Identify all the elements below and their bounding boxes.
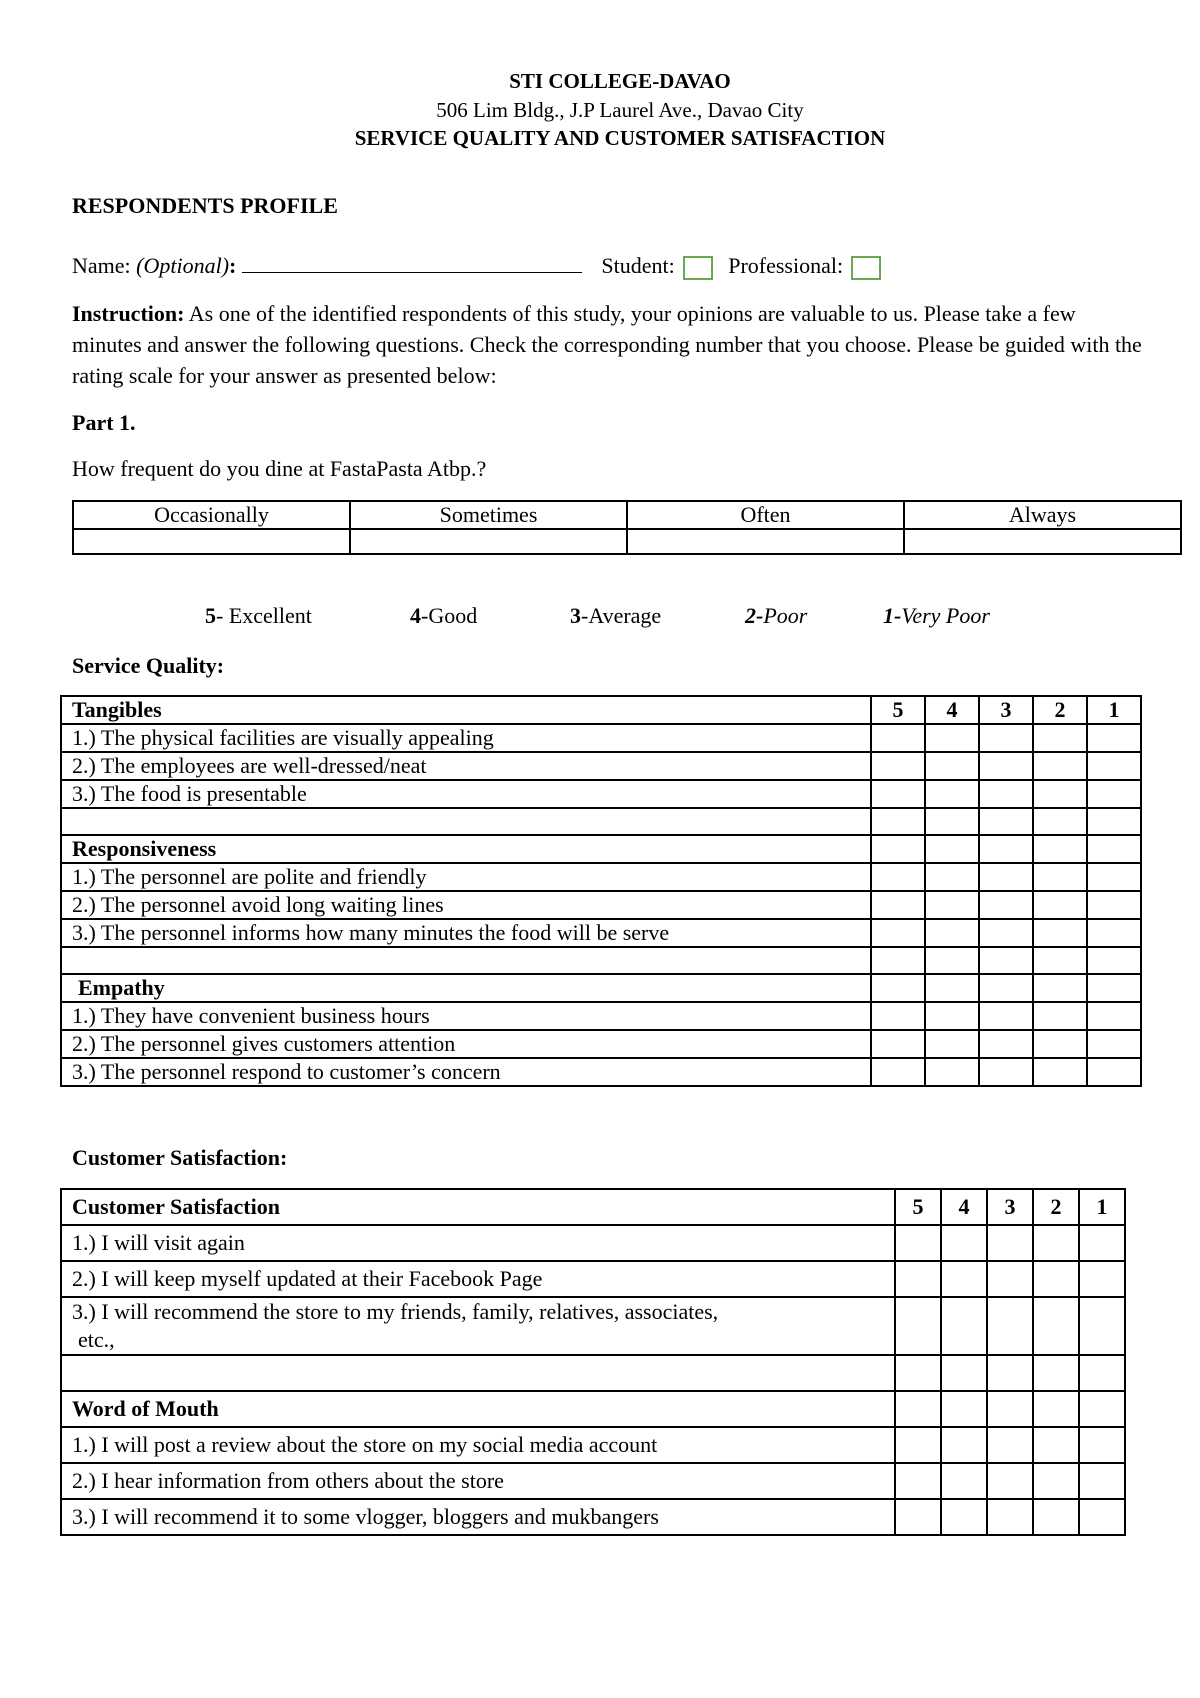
rating-5: 5 (871, 696, 925, 724)
rating-cell[interactable] (871, 1058, 925, 1086)
item-label: 2.) I hear information from others about the store (61, 1463, 895, 1499)
rating-cell[interactable] (925, 724, 979, 752)
satisfaction-title: Customer Satisfaction (61, 1189, 895, 1225)
option-occasionally: Occasionally (73, 501, 350, 529)
rating-cell[interactable] (1087, 1002, 1141, 1030)
rating-cell[interactable] (895, 1297, 941, 1355)
student-checkbox[interactable] (683, 256, 713, 280)
responsiveness-header-row (61, 835, 1141, 863)
rating-cell[interactable] (941, 1463, 987, 1499)
school-address: 506 Lim Bldg., J.P Laurel Ave., Davao City (436, 98, 804, 122)
rating-cell[interactable] (987, 1427, 1033, 1463)
rating-cell[interactable] (925, 1002, 979, 1030)
rating-cell[interactable] (925, 1030, 979, 1058)
item-label: 1.) The personnel are polite and friendly (61, 863, 871, 891)
rating-cell[interactable] (871, 780, 925, 808)
frequency-answer-row (73, 529, 1181, 554)
rating-cell[interactable] (941, 1427, 987, 1463)
table-row (61, 1030, 1141, 1058)
table-row (61, 891, 1141, 919)
rating-cell[interactable] (941, 1261, 987, 1297)
rating-cell[interactable] (1079, 1225, 1125, 1261)
student-label: Student: (601, 253, 675, 278)
item-label: 2.) The personnel gives customers attention (61, 1030, 871, 1058)
rating-cell[interactable] (925, 752, 979, 780)
table-row (61, 1225, 1125, 1261)
rating-cell[interactable] (941, 1297, 987, 1355)
rating-cell[interactable] (987, 1225, 1033, 1261)
professional-label: Professional: (728, 253, 844, 278)
rating-cell[interactable] (979, 1058, 1033, 1086)
rating-cell[interactable] (1079, 1297, 1125, 1355)
rating-cell[interactable] (1079, 1427, 1125, 1463)
rating-cell[interactable] (1033, 863, 1087, 891)
scale-excellent: 5- Excellent (205, 603, 312, 628)
table-row (61, 1427, 1125, 1463)
rating-cell[interactable] (979, 1002, 1033, 1030)
customer-satisfaction-heading: Customer Satisfaction: (72, 1145, 288, 1170)
answer-cell-sometimes[interactable] (350, 529, 627, 554)
instruction-paragraph (72, 298, 1142, 391)
rating-cell[interactable] (1033, 1058, 1087, 1086)
rating-cell[interactable] (895, 1499, 941, 1535)
item-label: 3.) I will recommend the store to my friends, family, relatives, associates, etc., (61, 1297, 895, 1355)
rating-cell[interactable] (979, 780, 1033, 808)
option-often: Often (627, 501, 904, 529)
rating-cell[interactable] (1033, 1427, 1079, 1463)
rating-cell[interactable] (1033, 1499, 1079, 1535)
table-row (61, 1463, 1125, 1499)
rating-cell[interactable] (895, 1427, 941, 1463)
rating-cell[interactable] (979, 724, 1033, 752)
rating-cell[interactable] (979, 891, 1033, 919)
spacer-row (61, 947, 1141, 974)
rating-cell[interactable] (987, 1463, 1033, 1499)
item-label: 3.) The personnel respond to customer’s concern (61, 1058, 871, 1086)
instruction-text: As one of the identified respondents of this study, your opinions are valuable to us. Please take a few minutes and answer the following questions. Check the corresponding number that you choose. Please be guided with the rating scale for your answer as presented below: (72, 301, 1142, 388)
rating-cell[interactable] (871, 1002, 925, 1030)
part1-question: How frequent do you dine at FastaPasta Atbp.? (72, 456, 487, 481)
scale-very-poor: 1-Very Poor (883, 603, 990, 628)
rating-cell[interactable] (1033, 1225, 1079, 1261)
customer-satisfaction-table (60, 1188, 1126, 1536)
rating-cell[interactable] (925, 1058, 979, 1086)
rating-4: 4 (925, 696, 979, 724)
service-quality-table (60, 695, 1142, 1087)
rating-cell[interactable] (1087, 780, 1141, 808)
rating-cell[interactable] (1033, 1463, 1079, 1499)
table-row (61, 1058, 1141, 1086)
rating-cell[interactable] (1033, 891, 1087, 919)
rating-cell[interactable] (925, 891, 979, 919)
survey-title: SERVICE QUALITY AND CUSTOMER SATISFACTION (354, 126, 886, 150)
rating-cell[interactable] (979, 863, 1033, 891)
rating-cell[interactable] (1087, 1030, 1141, 1058)
rating-cell[interactable] (1087, 919, 1141, 947)
rating-cell[interactable] (1033, 752, 1087, 780)
scale-good: 4-Good (410, 603, 478, 628)
option-sometimes: Sometimes (350, 501, 627, 529)
rating-cell[interactable] (895, 1225, 941, 1261)
item-label: 1.) The physical facilities are visually appealing (61, 724, 871, 752)
rating-cell[interactable] (941, 1499, 987, 1535)
name-label: Name: (72, 253, 137, 278)
rating-3: 3 (979, 696, 1033, 724)
answer-cell-often[interactable] (627, 529, 904, 554)
table-row (61, 863, 1141, 891)
rating-cell[interactable] (1033, 1297, 1079, 1355)
item-label: 1.) They have convenient business hours (61, 1002, 871, 1030)
item-label: 2.) I will keep myself updated at their Facebook Page (61, 1261, 895, 1297)
rating-cell[interactable] (925, 780, 979, 808)
rating-cell[interactable] (871, 1030, 925, 1058)
rating-cell[interactable] (895, 1261, 941, 1297)
answer-cell-always[interactable] (904, 529, 1181, 554)
name-colon: : (229, 253, 237, 278)
rating-cell[interactable] (871, 891, 925, 919)
rating-cell[interactable] (979, 919, 1033, 947)
table-row (61, 1499, 1125, 1535)
item-label: 2.) The employees are well-dressed/neat (61, 752, 871, 780)
word-of-mouth-header-row (61, 1391, 1125, 1427)
spacer-row (61, 808, 1141, 835)
rating-4: 4 (941, 1189, 987, 1225)
item-label: 1.) I will visit again (61, 1225, 895, 1261)
rating-cell[interactable] (941, 1225, 987, 1261)
rating-5: 5 (895, 1189, 941, 1225)
item-label: 1.) I will post a review about the store on my social media account (61, 1427, 895, 1463)
tangibles-title: Tangibles (61, 696, 871, 724)
scale-poor: 2-Poor (745, 603, 808, 628)
rating-cell[interactable] (979, 1030, 1033, 1058)
scale-average: 3-Average (570, 603, 662, 628)
table-row (61, 752, 1141, 780)
rating-cell[interactable] (1079, 1499, 1125, 1535)
rating-cell[interactable] (871, 724, 925, 752)
item-label: 3.) The food is presentable (61, 780, 871, 808)
table-row (61, 919, 1141, 947)
rating-cell[interactable] (1087, 724, 1141, 752)
rating-cell[interactable] (1087, 863, 1141, 891)
table-row (61, 780, 1141, 808)
name-optional: (Optional) (136, 253, 230, 278)
responsiveness-title: Responsiveness (61, 835, 871, 863)
rating-cell[interactable] (1033, 780, 1087, 808)
rating-cell[interactable] (1087, 891, 1141, 919)
word-of-mouth-title: Word of Mouth (61, 1391, 895, 1427)
spacer-row (61, 1355, 1125, 1391)
rating-1: 1 (1079, 1189, 1125, 1225)
rating-cell[interactable] (1033, 1261, 1079, 1297)
profile-row (72, 250, 881, 281)
table-row (61, 1261, 1125, 1297)
rating-3: 3 (987, 1189, 1033, 1225)
service-quality-heading: Service Quality: (72, 653, 225, 678)
profile-heading: RESPONDENTS PROFILE (72, 193, 338, 218)
rating-cell[interactable] (1033, 919, 1087, 947)
school-name: STI COLLEGE-DAVAO (509, 69, 731, 93)
rating-cell[interactable] (987, 1261, 1033, 1297)
frequency-header-row (73, 501, 1181, 529)
rating-1: 1 (1087, 696, 1141, 724)
rating-cell[interactable] (1087, 752, 1141, 780)
rating-cell[interactable] (987, 1499, 1033, 1535)
rating-cell[interactable] (871, 863, 925, 891)
rating-cell[interactable] (1087, 1058, 1141, 1086)
table-row (61, 1002, 1141, 1030)
name-input[interactable] (242, 250, 582, 273)
rating-cell[interactable] (1079, 1261, 1125, 1297)
part1-heading: Part 1. (72, 410, 136, 435)
rating-2: 2 (1033, 696, 1087, 724)
rating-cell[interactable] (925, 863, 979, 891)
rating-cell[interactable] (871, 919, 925, 947)
item-label: 3.) I will recommend it to some vlogger, bloggers and mukbangers (61, 1499, 895, 1535)
item-label: 3.) The personnel informs how many minutes the food will be serve (61, 919, 871, 947)
rating-cell[interactable] (1079, 1463, 1125, 1499)
table-row (61, 1297, 1125, 1355)
instruction-label: Instruction: (72, 301, 185, 326)
rating-cell[interactable] (987, 1297, 1033, 1355)
empathy-title: Empathy (61, 974, 871, 1002)
rating-cell[interactable] (895, 1463, 941, 1499)
professional-checkbox[interactable] (851, 256, 881, 280)
satisfaction-header-row (61, 1189, 1125, 1225)
empathy-header-row (61, 974, 1141, 1002)
rating-cell[interactable] (1033, 1030, 1087, 1058)
answer-cell-occasionally[interactable] (73, 529, 350, 554)
rating-cell[interactable] (925, 919, 979, 947)
table-row (61, 724, 1141, 752)
option-always: Always (904, 501, 1181, 529)
rating-cell[interactable] (979, 752, 1033, 780)
frequency-table (72, 500, 1182, 555)
rating-cell[interactable] (1033, 724, 1087, 752)
rating-2: 2 (1033, 1189, 1079, 1225)
rating-cell[interactable] (1033, 1002, 1087, 1030)
rating-cell[interactable] (871, 752, 925, 780)
item-label: 2.) The personnel avoid long waiting lines (61, 891, 871, 919)
tangibles-header-row (61, 696, 1141, 724)
